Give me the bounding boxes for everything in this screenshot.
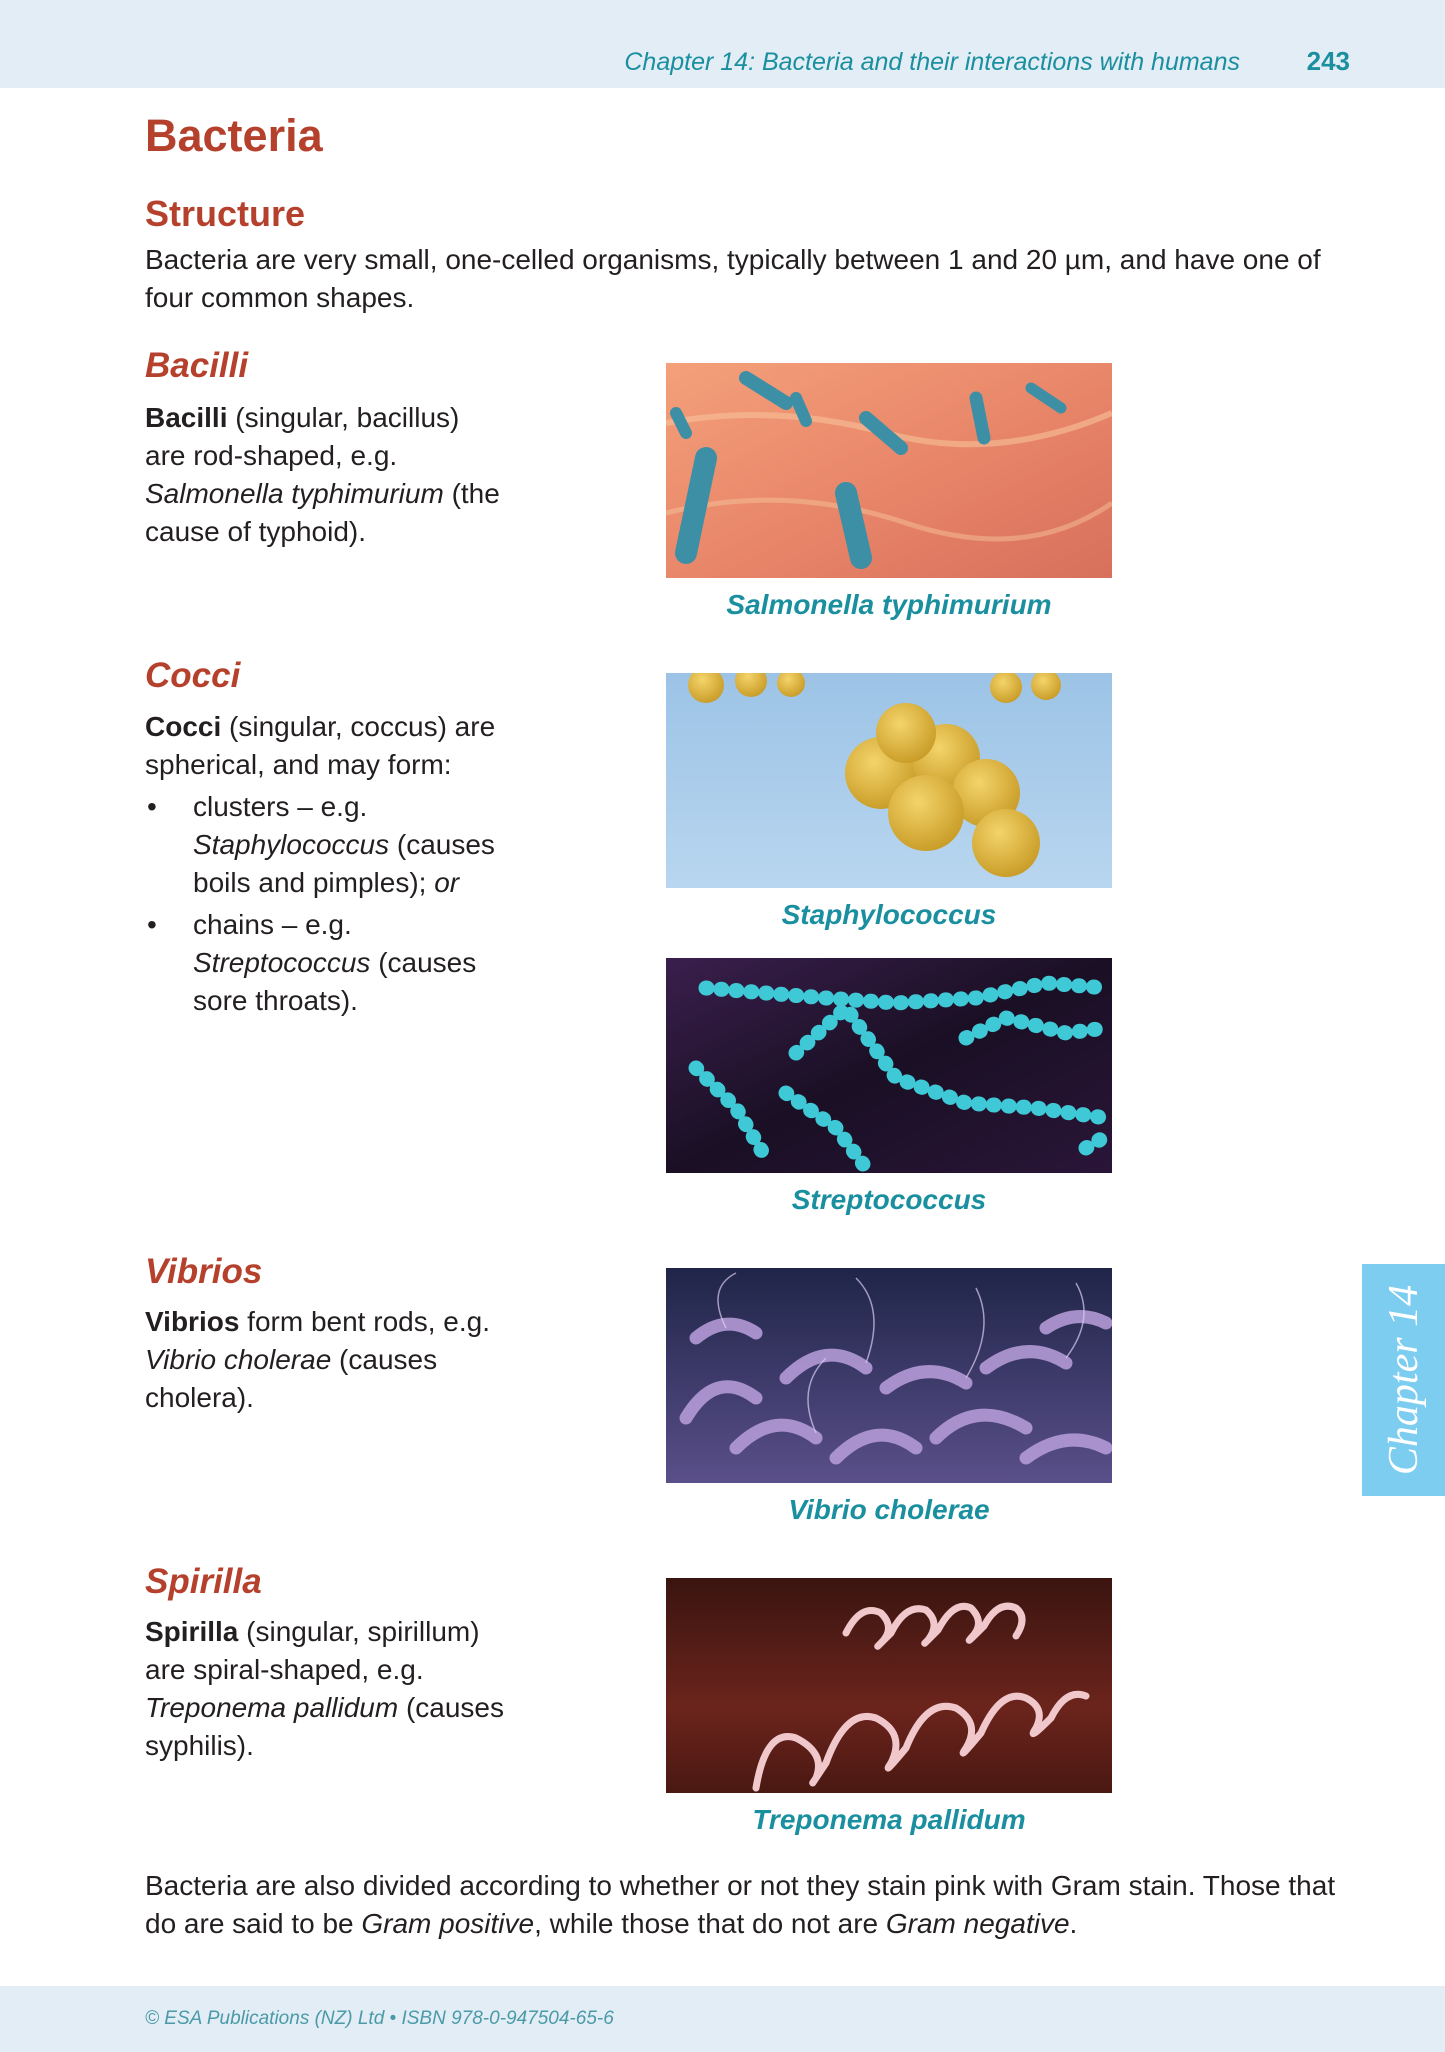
cocci-forms-list: [145, 788, 505, 1020]
streptococcus-photo: [666, 958, 1112, 1173]
bacilli-text: (singular, bacillus) are rod-shaped, e.g.: [145, 402, 460, 471]
bacilli-term: Bacilli: [145, 402, 228, 433]
cocci-text: (singular, coccus) are spherical, and may form:: [145, 711, 496, 780]
page-footer: [0, 1986, 1445, 2052]
vibrios-species: Vibrio cholerae: [145, 1344, 332, 1375]
vibrio-cholerae-photo: [666, 1268, 1112, 1483]
spirilla-description: [145, 1613, 505, 1765]
bullet-tail: (causes boils and pimples);: [193, 829, 495, 898]
bullet-or: or: [434, 867, 460, 898]
cocci-heading: Cocci: [145, 656, 241, 695]
vibrios-description: [145, 1303, 505, 1417]
outro-text: Bacteria are also divided according to whether or not they stain pink with Gram stain. Those that do are said to be: [145, 1870, 1336, 1939]
treponema-caption: Treponema pallidum: [752, 1804, 1026, 1835]
spirilla-species: Treponema pallidum: [145, 1692, 399, 1723]
outro-text: , while those that do not are: [534, 1908, 886, 1939]
intro-paragraph: Bacteria are very small, one-celled organisms, typically between 1 and 20 µm, and have one of four common shapes.: [145, 244, 1321, 313]
gram-negative-term: Gram negative: [885, 1908, 1070, 1939]
salmonella-photo: [666, 363, 1112, 578]
staphylococcus-caption: Staphylococcus: [781, 899, 997, 930]
vibrios-text: form bent rods, e.g.: [239, 1306, 490, 1337]
bullet-lead: clusters – e.g.: [193, 791, 368, 822]
vibrios-term: Vibrios: [145, 1306, 240, 1337]
list-item: [145, 906, 505, 1020]
running-head: Chapter 14: Bacteria and their interactions with humans: [624, 48, 1240, 76]
vibrios-text-end: (causes cholera).: [145, 1344, 438, 1413]
vibrios-heading: Vibrios: [145, 1252, 263, 1291]
gram-positive-term: Gram positive: [361, 1908, 535, 1939]
spirilla-text-end: (causes syphilis).: [145, 1692, 504, 1761]
bullet-lead: chains – e.g.: [193, 909, 352, 940]
page-number: 243: [1306, 46, 1350, 76]
streptococcus-caption: Streptococcus: [791, 1184, 987, 1215]
spirilla-text: (singular, spirillum) are spiral-shaped, e.g.: [145, 1616, 480, 1685]
staphylococcus-photo: [666, 673, 1112, 888]
gram-stain-paragraph: [145, 1867, 1345, 1943]
section-heading: Structure: [145, 193, 306, 234]
page-header: [0, 0, 1445, 88]
outro-text: .: [1069, 1908, 1078, 1939]
bacilli-text-end: (the cause of typhoid).: [145, 478, 500, 547]
cocci-term: Cocci: [145, 711, 222, 742]
salmonella-caption: Salmonella typhimurium: [726, 589, 1052, 620]
treponema-photo: [666, 1578, 1112, 1793]
bacilli-heading: Bacilli: [145, 346, 249, 385]
spirilla-term: Spirilla: [145, 1616, 239, 1647]
page-title: Bacteria: [145, 110, 323, 161]
bacilli-species: Salmonella typhimurium: [145, 478, 444, 509]
bacilli-description: [145, 399, 505, 551]
chapter-tab: [1362, 1264, 1445, 1496]
staphylococcus-term: Staphylococcus: [193, 829, 390, 860]
list-item: [145, 788, 505, 902]
streptococcus-term: Streptococcus: [193, 947, 371, 978]
bullet-tail: (causes sore throats).: [193, 947, 477, 1016]
copyright-notice: © ESA Publications (NZ) Ltd • ISBN 978-0-947504-65-6: [145, 2008, 614, 2029]
spirilla-heading: Spirilla: [145, 1562, 262, 1601]
chapter-tab-label: Chapter 14: [1380, 1284, 1427, 1476]
vibrio-cholerae-caption: Vibrio cholerae: [788, 1494, 990, 1525]
cocci-description: [145, 708, 505, 1020]
